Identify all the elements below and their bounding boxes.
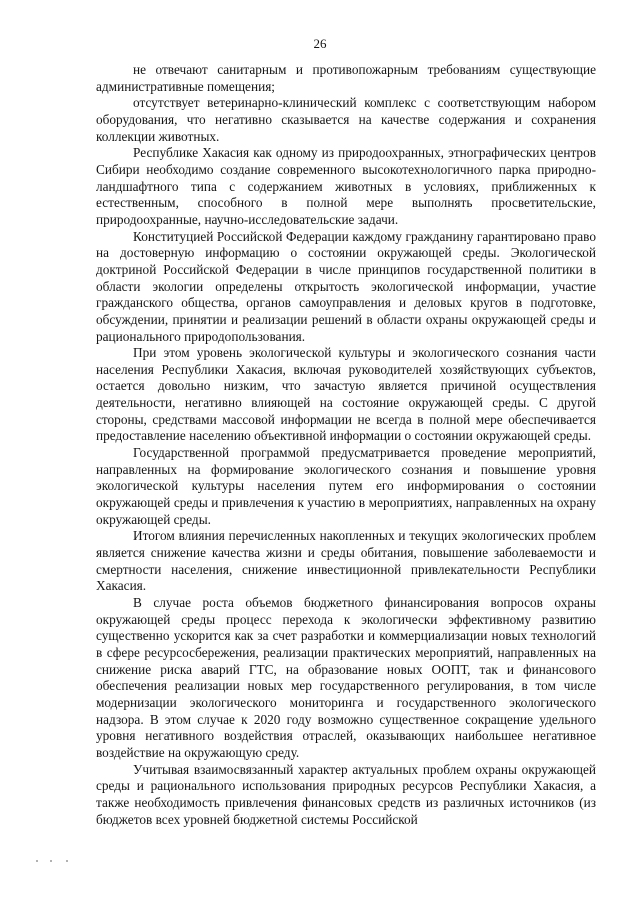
scan-artifact-dots <box>36 858 76 864</box>
paragraph: Учитывая взаимосвязанный характер актуальных проблем охраны окружающей среды и рационального использования природных ресурсов Республики Хакасия, а также необходимость привлечения финансовых средств из различных источников (из бюджетов всех уровней бюджетной системы Российской <box>96 761 596 827</box>
paragraph: Государственной программой предусматривается проведение мероприятий, направленных на формирование экологического сознания и повышение уровня экологической культуры населения путем его информирования о состоянии окружающей среды и привлечения к участию в мероприятиях, направленных на охрану окружающей среды. <box>96 445 596 527</box>
paragraph: В случае роста объемов бюджетного финансирования вопросов охраны окружающей среды процесс перехода к экологически эффективному развитию существенно ускорится как за счет разработки и коммерциализации новых технологий в сфере ресурсосбережения, реализации практических мероприятий, направленных на снижение риска аварий ГТС, на образование новых ООПТ, так и финансового обеспечения реализации новых мер государственного регулирования, в том числе модернизации экологического мониторинга и государственного экологического надзора. В этом случае к 2020 году возможно существенное сокращение удельного уровня негативного воздействия отраслей, оказывающих наибольшее негативное воздействие на окружающую среду. <box>96 595 596 760</box>
paragraph: Конституцией Российской Федерации каждому гражданину гарантировано право на достоверную информацию о состоянии окружающей среды. Экологической доктриной Российской Федерации в числе принципов государственной политики в области экологии определены открытость экологической информации, участие гражданского общества, органов самоуправления и деловых кругов в подготовке, обсуждении, принятии и реализации решений в области охраны окружающей среды и рационального природопользования. <box>96 228 596 344</box>
paragraph: Республике Хакасия как одному из природоохранных, этнографических центров Сибири необходимо создание современного высокотехнологичного парка природно-ландшафтного типа с содержанием животных в условиях, приближенных к естественным, способного в полной мере выполнять просветительские, природоохранные, научно-исследовательские задачи. <box>96 145 596 227</box>
paragraph: Итогом влияния перечисленных накопленных и текущих экологических проблем является снижение качества жизни и среды обитания, повышение заболеваемости и смертности населения, снижение инвестиционной привлекательности Республики Хакасия. <box>96 528 596 594</box>
paragraph: При этом уровень экологической культуры и экологического сознания части населения Республики Хакасия, включая руководителей хозяйствующих субъектов, остается довольно низким, что зачастую является причиной осуществления деятельности, негативно влияющей на состояние окружающей среды. С другой стороны, средствами массовой информации не всегда в полной мере обеспечивается предоставление населению объективной информации о состоянии окружающей среды. <box>96 345 596 444</box>
paragraph: отсутствует ветеринарно-клинический комплекс с соответствующим набором оборудования, что негативно сказывается на качестве содержания и сохранения коллекции животных. <box>96 95 596 144</box>
document-body <box>96 62 596 828</box>
paragraph: не отвечают санитарным и противопожарным требованиям существующие административные помещения; <box>96 62 596 94</box>
page-number: 26 <box>313 36 327 51</box>
